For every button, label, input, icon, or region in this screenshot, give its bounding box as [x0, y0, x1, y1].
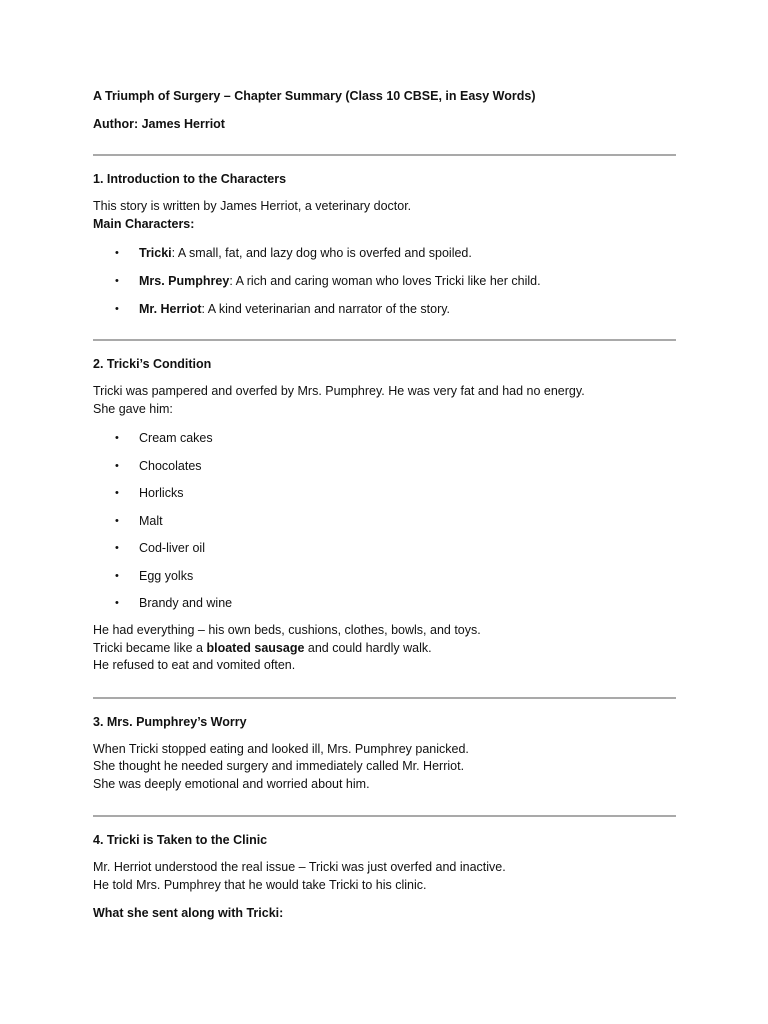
section-3-line-3: She was deeply emotional and worried about him. — [93, 776, 370, 791]
bullet-icon: • — [115, 542, 119, 554]
section-4-line-2: He told Mrs. Pumphrey that he would take Tricki to his clinic. — [93, 877, 427, 892]
food-item: Cream cakes — [139, 431, 213, 445]
section-2-line-1: Tricki was pampered and overfed by Mrs. Pumphrey. He was very fat and had no energy. — [93, 384, 585, 398]
section-2-line-2: She gave him: — [93, 401, 173, 416]
document-author: Author: James Herriot — [93, 117, 225, 131]
document-title: A Triumph of Surgery – Chapter Summary (Class 10 CBSE, in Easy Words) — [93, 89, 536, 103]
list-item — [93, 430, 676, 446]
bullet-icon: • — [115, 275, 119, 287]
list-item — [93, 568, 676, 584]
section-divider — [93, 697, 676, 699]
section-3-line-2: She thought he needed surgery and immediately called Mr. Herriot. — [93, 759, 465, 773]
character-name: Mr. Herriot — [139, 302, 202, 316]
bullet-icon: • — [115, 514, 119, 527]
bullet-icon: • — [115, 432, 119, 444]
sent-along-label — [93, 905, 676, 923]
food-item: Horlicks — [139, 486, 184, 500]
bullet-icon: • — [115, 459, 119, 472]
food-item: Egg yolks — [139, 568, 194, 583]
foods-list — [93, 430, 676, 611]
character-name: Tricki — [139, 246, 172, 260]
main-characters-label — [93, 216, 676, 234]
list-item — [93, 301, 676, 317]
after-2-post: and could hardly walk. — [304, 640, 432, 655]
list-item — [93, 513, 676, 529]
character-desc: : A small, fat, and lazy dog who is overfed and spoiled. — [171, 246, 472, 260]
section-divider — [93, 154, 676, 156]
section-heading-1: 1. Introduction to the Characters — [93, 172, 287, 186]
characters-list — [93, 245, 676, 317]
bullet-icon: • — [115, 597, 119, 609]
after-2-bold: bloated sausage — [206, 640, 305, 655]
list-item — [93, 273, 676, 289]
list-item — [93, 595, 676, 611]
section-heading-2: 2. Tricki’s Condition — [93, 357, 212, 371]
list-item — [93, 485, 676, 501]
section-1-intro: This story is written by James Herriot, a veterinary doctor. — [93, 199, 412, 213]
food-item: Chocolates — [139, 458, 202, 473]
document-body — [93, 88, 676, 923]
section-heading-3: 3. Mrs. Pumphrey’s Worry — [93, 714, 247, 729]
section-2-after-1: He had everything – his own beds, cushions, clothes, bowls, and toys. — [93, 623, 481, 637]
bullet-icon: • — [115, 487, 119, 499]
character-name: Mrs. Pumphrey — [139, 274, 230, 288]
after-2-pre: Tricki became like a — [93, 640, 207, 655]
food-item: Brandy and wine — [139, 596, 233, 610]
section-4-line-1: Mr. Herriot understood the real issue – Tricki was just overfed and inactive. — [93, 860, 506, 874]
section-2-after-2 — [93, 640, 676, 658]
list-item — [93, 540, 676, 556]
section-2-after-3: He refused to eat and vomited often. — [93, 658, 296, 672]
sent-along-label-text: What she sent along with Tricki: — [93, 906, 284, 920]
section-divider — [93, 339, 676, 341]
section-heading-4: 4. Tricki is Taken to the Clinic — [93, 833, 268, 847]
food-item: Cod-liver oil — [139, 541, 205, 555]
main-characters-label-text: Main Characters: — [93, 216, 195, 231]
section-divider — [93, 815, 676, 817]
character-desc: : A rich and caring woman who loves Tricki like her child. — [229, 274, 541, 288]
bullet-icon: • — [115, 247, 119, 259]
bullet-icon: • — [115, 569, 119, 582]
section-3-line-1: When Tricki stopped eating and looked ill, Mrs. Pumphrey panicked. — [93, 741, 469, 756]
list-item — [93, 245, 676, 261]
list-item — [93, 458, 676, 474]
food-item: Malt — [139, 513, 163, 528]
character-desc: : A kind veterinarian and narrator of the story. — [201, 302, 451, 316]
bullet-icon: • — [115, 303, 119, 315]
